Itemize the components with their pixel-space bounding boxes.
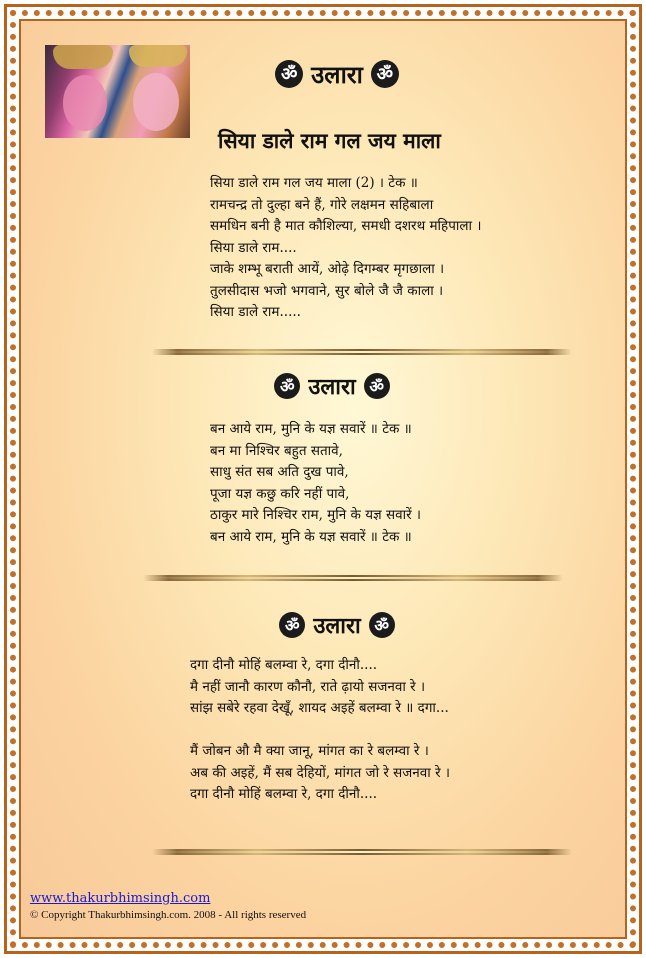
- divider: [152, 849, 572, 855]
- heading-text: उलारा: [311, 60, 363, 89]
- verse-line: तुलसीदास भजो भगवाने, सुर बोले जै जै काला ।: [210, 282, 444, 299]
- section-heading-2: [262, 368, 402, 404]
- face-shape: [133, 73, 179, 131]
- verse-line: पूजा यज्ञ कछु करि नहीं पावे,: [210, 485, 350, 502]
- verse-line: [190, 720, 450, 742]
- verse-line: मैं जोबन औ मै क्या जानू, मांगत का रे बलम्वा रे ।: [190, 743, 429, 759]
- section-heading-1: [262, 55, 412, 93]
- verse-line: सिया डाले राम....: [210, 239, 297, 256]
- heading-text: उलारा: [308, 375, 356, 400]
- verse-line: अब की अइहें, मैं सब देहियों, मांगत जो रे सजनवा रे ।: [190, 764, 451, 781]
- verse-line: मै नहीं जानौ कारण कौनौ, राते ढ़ायो सजनवा रे ।: [190, 678, 426, 695]
- copyright-text: © Copyright Thakurbhimsingh.com. 2008 - All rights reserved: [30, 909, 307, 921]
- verse-block-3: [190, 655, 450, 806]
- om-icon: ॐ: [279, 612, 305, 638]
- verse-block-1: [210, 173, 481, 324]
- om-icon: ॐ: [364, 373, 390, 399]
- section-heading-3: [267, 607, 407, 643]
- verse-line: साधु संत सब अति दुख पावे,: [210, 464, 349, 480]
- verse-line: सिया डाले राम गल जय माला (2) । टेक ॥: [210, 175, 418, 191]
- om-icon: ॐ: [275, 60, 303, 88]
- verse-line: बन आये राम, मुनि के यज्ञ सवारें ॥ टेक ॥: [210, 528, 412, 545]
- verse-line: समधिन बनी है मात कौशिल्या, समधी दशरथ महिपाला ।: [210, 218, 482, 234]
- divider: [143, 575, 563, 581]
- crown-shape: [129, 45, 187, 67]
- verse-line: सांझ सबेरे रहवा देखूँ, शायद अइहें बलम्वा रे ॥ दगा...: [190, 700, 449, 716]
- om-icon: ॐ: [369, 612, 395, 638]
- face-shape: [63, 75, 107, 131]
- verse-line: रामचन्द्र तो दुल्हा बने हैं, गोरे लक्षमन सहिबाला: [210, 196, 434, 213]
- heading-text: उलारा: [313, 614, 361, 639]
- website-link[interactable]: www.thakurbhimsingh.com: [30, 891, 211, 906]
- verse-line: ठाकुर मारे निश्चिर राम, मुनि के यज्ञ सवारें ।: [210, 507, 422, 523]
- verse-line: बन मा निश्चिर बहुत सतावे,: [210, 442, 343, 459]
- song-title: सिया डाले राम गल जय माला: [218, 129, 441, 153]
- verse-line: बन आये राम, मुनि के यज्ञ सवारें ॥ टेक ॥: [210, 421, 412, 437]
- verse-line: सिया डाले राम.....: [210, 304, 301, 320]
- verse-line: दगा दीनौ मोहिं बलम्वा रे, दगा दीनौ....: [190, 657, 378, 673]
- verse-block-2: [210, 419, 421, 548]
- om-icon: ॐ: [371, 60, 399, 88]
- deity-photo: [45, 45, 190, 138]
- verse-line: जाके शम्भू बराती आयें, ओढ़े दिगम्बर मृगछाला ।: [210, 261, 445, 277]
- om-icon: ॐ: [274, 373, 300, 399]
- divider: [152, 349, 572, 355]
- crown-shape: [53, 45, 113, 69]
- verse-line: दगा दीनौ मोहिं बलम्वा रे, दगा दीनौ....: [190, 786, 378, 802]
